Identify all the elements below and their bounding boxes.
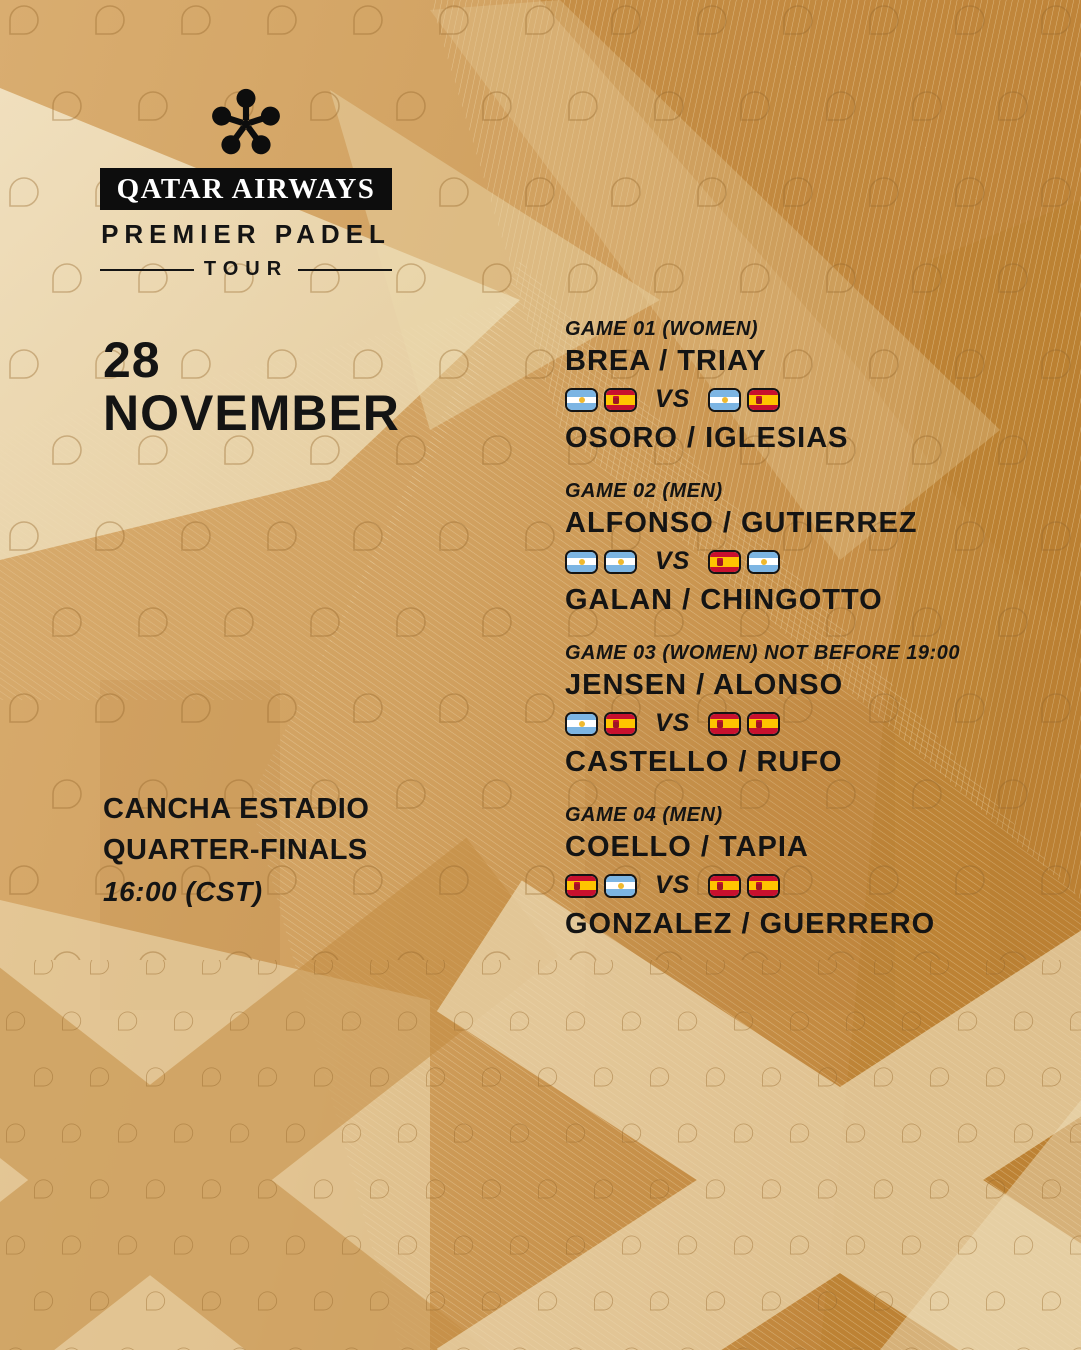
argentina-flag-icon (565, 388, 598, 412)
event-date-month: NOVEMBER (103, 385, 400, 441)
games-list (565, 318, 1081, 966)
tour-row (100, 258, 392, 281)
game-01-vs-label: VS (655, 385, 691, 414)
game-03-flag-row (565, 709, 1081, 738)
game-04-team2: GONZALEZ / GUERRERO (565, 908, 936, 941)
qatar-airways-text: QATAR AIRWAYS (116, 172, 376, 205)
argentina-flag-icon (708, 388, 741, 412)
brand-logo (100, 86, 392, 281)
game-02-label: GAME 02 (MEN) (565, 479, 723, 502)
game-03-label: GAME 03 (WOMEN) NOT BEFORE 19:00 (565, 641, 960, 664)
venue-info (103, 793, 369, 908)
game-01-label: GAME 01 (WOMEN) (565, 318, 759, 340)
spain-flag-icon (565, 874, 598, 898)
game-01-team2: OSORO / IGLESIAS (565, 422, 849, 455)
spain-flag-icon (604, 712, 637, 736)
game-04 (565, 804, 1081, 940)
game-04-team1-flags (565, 874, 637, 898)
spain-flag-icon (747, 388, 780, 412)
spain-flag-icon (708, 874, 741, 898)
game-02-vs-label: VS (655, 547, 691, 576)
game-01-team2-flags (708, 388, 780, 412)
spain-flag-icon (747, 712, 780, 736)
game-01-flag-row (565, 385, 1081, 414)
premier-padel-star-icon (203, 86, 289, 162)
venue-name: CANCHA ESTADIO (103, 793, 370, 825)
argentina-flag-icon (747, 550, 780, 574)
argentina-flag-icon (604, 550, 637, 574)
spain-flag-icon (708, 712, 741, 736)
spain-flag-icon (604, 388, 637, 412)
game-02-team1-flags (565, 550, 637, 574)
tour-line-right (298, 269, 392, 271)
premier-padel-text: PREMIER PADEL (101, 219, 391, 249)
game-01-team1-flags (565, 388, 637, 412)
game-04-vs-label: VS (655, 871, 691, 900)
game-01-team1: BREA / TRIAY (565, 345, 767, 377)
event-date (103, 334, 400, 440)
game-02 (565, 480, 1081, 616)
game-02-flag-row (565, 547, 1081, 576)
round-name: QUARTER-FINALS (103, 834, 368, 866)
game-04-label: GAME 04 (MEN) (565, 803, 723, 826)
game-03-team2: CASTELLO / RUFO (565, 746, 843, 779)
argentina-flag-icon (565, 712, 598, 736)
game-02-team2: GALAN / CHINGOTTO (565, 584, 883, 617)
spain-flag-icon (708, 550, 741, 574)
game-03-vs-label: VS (655, 709, 691, 738)
game-03-team1-flags (565, 712, 637, 736)
game-01 (565, 318, 1081, 454)
game-04-team2-flags (708, 874, 780, 898)
argentina-flag-icon (604, 874, 637, 898)
tour-text: TOUR (203, 258, 289, 280)
event-date-day: 28 (103, 332, 161, 388)
game-03 (565, 642, 1081, 778)
qatar-airways-wordmark (100, 168, 392, 210)
spain-flag-icon (747, 874, 780, 898)
game-04-team1: COELLO / TAPIA (565, 830, 809, 863)
start-time: 16:00 (CST) (103, 876, 263, 907)
game-03-team1: JENSEN / ALONSO (565, 668, 844, 701)
tour-line-left (100, 269, 194, 271)
argentina-flag-icon (565, 550, 598, 574)
game-02-team1: ALFONSO / GUTIERREZ (565, 506, 918, 539)
game-04-flag-row (565, 871, 1081, 900)
game-02-team2-flags (708, 550, 780, 574)
game-03-team2-flags (708, 712, 780, 736)
